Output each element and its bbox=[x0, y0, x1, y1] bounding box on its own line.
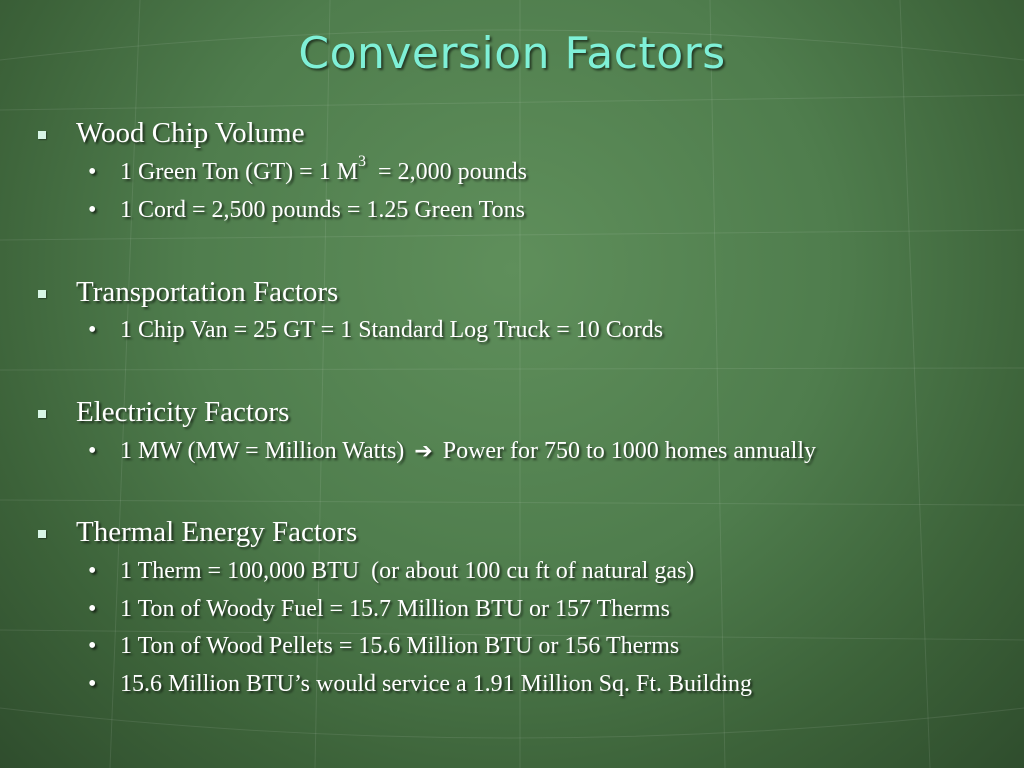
item-text: 1 Therm = 100,000 BTU (or about 100 cu ft of natural gas) bbox=[120, 558, 695, 584]
item-text: 15.6 Million BTU’s would service a 1.91 Million Sq. Ft. Building bbox=[120, 670, 753, 697]
list-item bbox=[36, 153, 527, 195]
list-item bbox=[36, 594, 752, 632]
heading-text: Transportation Factors bbox=[76, 276, 339, 308]
list-item bbox=[36, 556, 752, 594]
item-text: 1 Chip Van = 25 GT = 1 Standard Log Truck = 10 Cords bbox=[120, 317, 664, 343]
bullet-dot-icon: • bbox=[88, 670, 97, 697]
slide-title: Conversion Factors bbox=[298, 28, 726, 79]
bullet-dot-icon: • bbox=[88, 317, 97, 343]
square-bullet-icon bbox=[38, 131, 46, 139]
section-thermal-energy-factors bbox=[36, 515, 752, 706]
item-text: 1 Cord = 2,500 pounds = 1.25 Green Tons bbox=[120, 196, 525, 223]
section-transportation-factors bbox=[36, 275, 663, 353]
square-bullet-icon bbox=[38, 410, 46, 418]
item-text: 1 Green Ton (GT) = 1 M bbox=[120, 159, 359, 185]
square-bullet-icon bbox=[38, 530, 46, 538]
section-heading bbox=[36, 395, 816, 429]
list-item bbox=[36, 631, 752, 669]
section-electricity-factors bbox=[36, 395, 816, 474]
bullet-dot-icon: • bbox=[88, 558, 97, 584]
heading-text: Thermal Energy Factors bbox=[76, 516, 358, 548]
bullet-dot-icon: • bbox=[88, 196, 97, 223]
arrow-right-icon: ➔ bbox=[414, 439, 433, 464]
section-heading bbox=[36, 116, 527, 150]
list-item bbox=[36, 669, 752, 707]
heading-text: Wood Chip Volume bbox=[76, 117, 305, 149]
list-item bbox=[36, 195, 527, 233]
square-bullet-icon bbox=[38, 290, 46, 298]
list-item bbox=[36, 315, 663, 353]
section-wood-chip-volume bbox=[36, 116, 527, 232]
item-text: 1 Ton of Woody Fuel = 15.7 Million BTU or 157 Therms bbox=[120, 595, 670, 622]
section-heading bbox=[36, 515, 752, 549]
item-text-rest: = 2,000 pounds bbox=[366, 159, 527, 185]
list-item bbox=[36, 436, 816, 474]
bullet-dot-icon: • bbox=[88, 595, 97, 622]
item-text-arrow: Power for 750 to 1000 homes annually bbox=[442, 438, 816, 464]
superscript: 3 bbox=[358, 153, 367, 170]
item-text: 1 Ton of Wood Pellets = 15.6 Million BTU or 156 Therms bbox=[120, 633, 680, 659]
bullet-dot-icon: • bbox=[88, 438, 97, 464]
bullet-dot-icon: • bbox=[88, 633, 97, 659]
bullet-dot-icon: • bbox=[88, 159, 97, 185]
item-text: 1 MW (MW = Million Watts) bbox=[120, 438, 405, 464]
section-heading bbox=[36, 275, 663, 309]
heading-text: Electricity Factors bbox=[76, 396, 290, 428]
